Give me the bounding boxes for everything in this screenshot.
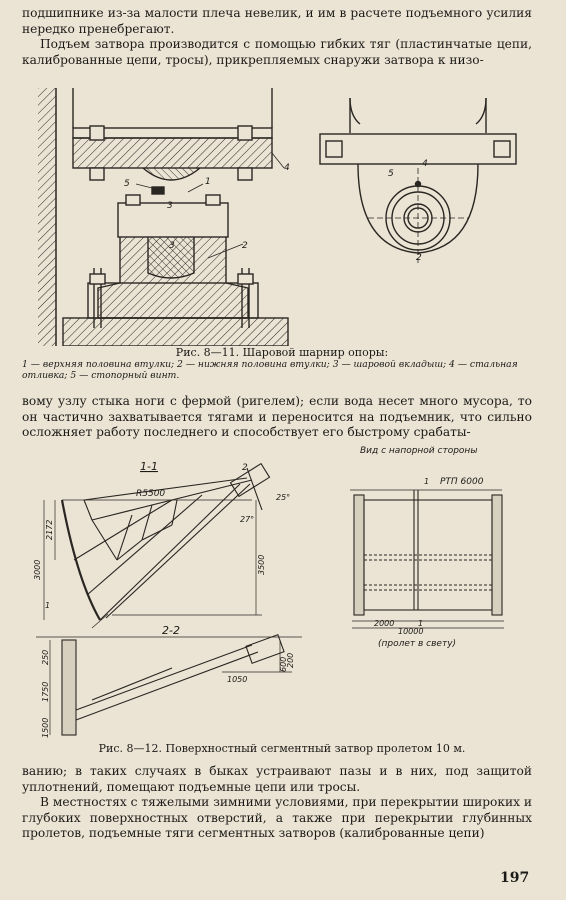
callout-1-view: 1 — [424, 477, 430, 486]
view-label: Вид с напорной стороны — [360, 446, 478, 456]
dim-1050: 1050 — [227, 675, 248, 684]
section-label-1-1: 1-1 — [140, 460, 158, 473]
dim-2172: 2172 — [45, 519, 54, 540]
label-1: 1 — [205, 177, 211, 187]
dim-10000: 10000 — [398, 627, 424, 636]
figure-8-12-title: Рис. 8—12. Поверхностный сегментный затвор пролетом 10 м. — [98, 742, 466, 755]
angle-27: 27° — [240, 515, 255, 524]
left-wall-hatch — [38, 88, 56, 346]
dim-200: 200 — [286, 652, 295, 668]
figure-8-12-drawing — [22, 440, 542, 740]
upstream-view — [350, 490, 504, 628]
text-block-top — [22, 6, 532, 68]
figure-8-11-legend: 1 — верхняя половина втулки; 2 — нижняя половина втулки; 3 — шаровой вкладыш; 4 — стальная отливка; 5 — стопорный винт. — [22, 359, 518, 381]
angle-25: 25° — [276, 493, 291, 502]
dim-2000: 2000 — [374, 619, 395, 628]
label-2-right: 2 — [416, 253, 422, 263]
dim-600: 600 — [279, 656, 288, 672]
paragraph-2: Подъем затвора производится с помощью гибких тяг (пластинчатые цепи, калиброванные цепи, тросы), прикрепляемых снаружи затвора к низо- — [22, 37, 532, 67]
paragraph-1: подшипнике из-за малости плеча невелик, и им в расчете подъемного усилия нередко пренебрегают. — [22, 6, 532, 36]
section-label-2-2: 2-2 — [162, 624, 180, 637]
callout-2: 2 — [242, 463, 248, 473]
label-3-upper: 3 — [167, 201, 173, 211]
figure-8-11-caption — [22, 346, 542, 381]
label-4-right: 4 — [422, 159, 428, 169]
label-5-right: 5 — [388, 169, 394, 179]
figure-8-11-title: Рис. 8—11. Шаровой шарнир опоры: — [175, 346, 389, 359]
callout-1-bottom: 1 — [418, 619, 424, 628]
label-2-left: 2 — [242, 241, 248, 251]
dim-1500: 1500 — [41, 717, 50, 738]
dim-3500: 3500 — [257, 554, 266, 575]
section-2-2-view — [36, 635, 302, 735]
radius-label: R5500 — [136, 489, 166, 499]
paragraph-5: В местностях с тяжелыми зимними условиями, при перекрытии широких и глубоких поверхностных отверстий, а также при перекрытии глубинных пролетов, подъемные тяги сегментных затворов (калиброванные цепи) — [22, 795, 532, 841]
rtp-label: РТП 6000 — [440, 477, 484, 487]
figure-8-11-drawing — [38, 88, 518, 346]
span-note: (пролет в свету) — [378, 639, 457, 649]
label-3-lower: 3 — [169, 241, 175, 251]
text-block-middle — [22, 394, 532, 441]
support-plan-view — [320, 98, 516, 263]
page-number: 197 — [500, 870, 530, 886]
dim-1750: 1750 — [41, 681, 50, 702]
figure-8-12-caption — [22, 742, 542, 755]
dim-250: 250 — [41, 649, 50, 665]
paragraph-4: ванию; в таких случаях в быках устраивают пазы и в них, под защитой уплотнений, помещают подъемные цепи или тросы. — [22, 764, 532, 794]
label-5-left: 5 — [124, 179, 130, 189]
paragraph-3: вому узлу стыка ноги с фермой (ригелем); если вода несет много мусора, то он частично захватывается тягами и переносится на подъемник, что сильно осложняет работу последнего и способствует его быстрому срабаты- — [22, 394, 532, 440]
label-4-left: 4 — [284, 163, 290, 173]
callout-1: 1 — [45, 601, 51, 610]
support-assembly-section — [63, 88, 288, 346]
text-block-bottom — [22, 764, 532, 842]
dim-3000: 3000 — [33, 559, 42, 580]
